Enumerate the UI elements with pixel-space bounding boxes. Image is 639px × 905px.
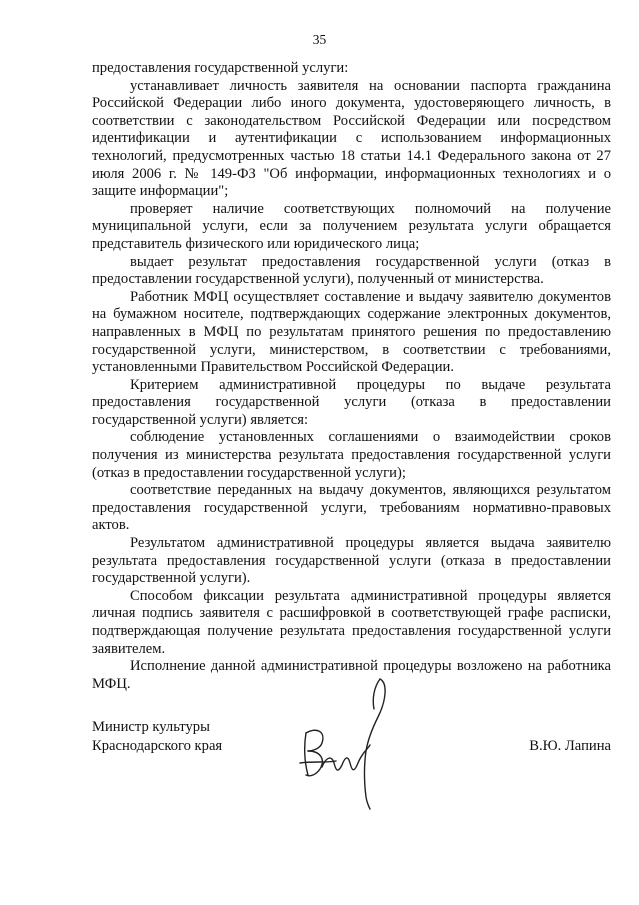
paragraph-4: выдает результат предоставления государственной услуги (отказ в предоставлении государственной услуги), полученный от министерства. [92,253,611,288]
document-body [92,60,611,693]
paragraph-11: Исполнение данной административной процедуры возложено на работника МФЦ. [92,658,611,692]
paragraph-6: Критерием административной процедуры по выдаче результата предоставления государственной услуги (отказа в предоставлении государственной услуги) является: [92,376,611,428]
paragraph-8: соответствие переданных на выдачу документов, являющихся результатом предоставления государственной услуги, требованиям нормативно-правовых актов. [92,482,611,534]
signatory-position-line-1: Министр культуры [92,719,210,735]
signatory-name: В.Ю. Лапина [529,737,611,754]
paragraph-2: устанавливает личность заявителя на основании паспорта гражданина Российской Федерации либо иного документа, удостоверяющего личность, в соответствии с законодательством Российской Федерации или посредством идентификации и аутентификации с использованием информационных технологий, предусмотренных частью 18 статьи 14.1 Федерального закона от 27 июля 2006 г. № 149-ФЗ "Об информации, информационных технологиях и о защите информации"; [92,77,611,200]
paragraph-1: предоставления государственной услуги: [92,60,349,76]
signatory-position [92,718,222,755]
paragraph-7: соблюдение установленных соглашениями о взаимодействии сроков получения из министерства результата предоставления государственной услуги (отказ в предоставлении государственной услуги); [92,429,611,481]
paragraph-10: Способом фиксации результата административной процедуры является личная подпись заявителя с расшифровкой в соответствующей графе расписки, подтверждающая получение результата предоставления государственной услуги заявителем. [92,587,611,657]
paragraph-9: Результатом административной процедуры является выдача заявителю результата предоставления государственной услуги (отказа в предоставлении государственной услуги). [92,535,611,587]
paragraph-5: Работник МФЦ осуществляет составление и выдачу заявителю документов на бумажном носителе, подтверждающих содержание электронных документов, направленных в МФЦ по результатам принятого решения по предоставлению государственной услуги, министерством, в соответствии с требованиями, установленными Правительством Российской Федерации. [92,288,611,376]
signature-block [92,718,611,808]
paragraph-3: проверяет наличие соответствующих полномочий на получение муниципальной услуги, если за получением результата услуги обращается представитель физического или юридического лица; [92,200,611,252]
page-number: 35 [312,32,327,47]
handwritten-signature [292,673,402,813]
signatory-position-line-2: Краснодарского края [92,737,223,754]
